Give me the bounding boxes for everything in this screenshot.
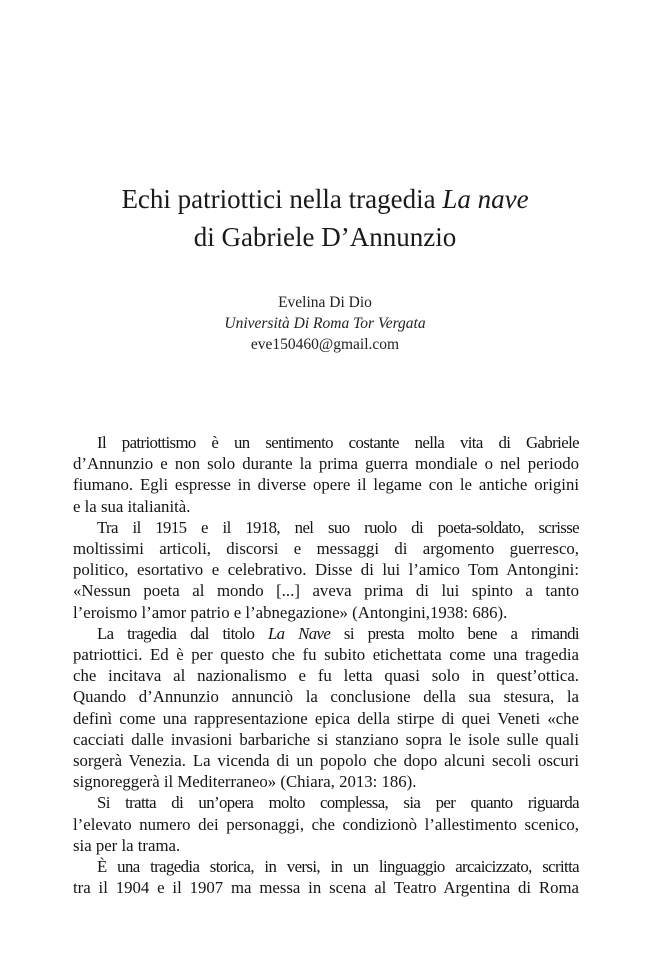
text-line: d’Annunzio e non solo durante la prima guerra mondiale o nel periodo bbox=[73, 454, 579, 474]
author-affiliation: Università Di Roma Tor Vergata bbox=[224, 315, 426, 332]
text-line: l’eroismo l’amor patrio e l’abnegazione» (Antongini,1938: 686). bbox=[73, 602, 508, 622]
text-line: sorgerà Venezia. La vicenda di un popolo che dopo alcuni secoli oscuri bbox=[73, 751, 579, 771]
title-line-1 bbox=[0, 180, 650, 218]
text-line: signoreggerà il Mediterraneo» (Chiara, 2013: 186). bbox=[73, 772, 417, 792]
text-line: politico, esortativo e celebrativo. Disse di lui l’amico Tom Antongini: bbox=[73, 560, 579, 580]
title-line-2: di Gabriele D’Annunzio bbox=[193, 222, 457, 252]
paragraph-2 bbox=[73, 517, 579, 623]
text-line: È una tragedia storica, in versi, in un linguaggio arcaicizzato, scritta bbox=[97, 857, 579, 877]
text-line: Il patriottismo è un sentimento costante nella vita di Gabriele bbox=[97, 433, 579, 452]
text-line: Si tratta di un’opera molto complessa, sia per quanto riguarda bbox=[97, 793, 579, 813]
title-italic-work: La nave bbox=[442, 184, 529, 214]
author-block bbox=[0, 292, 650, 355]
text-line: l’elevato numero dei personaggi, che condizionò l’allestimento scenico, bbox=[73, 814, 579, 834]
text-fragment: si presta molto bene a rimandi bbox=[330, 623, 579, 643]
text-line: sia per la trama. bbox=[73, 835, 181, 855]
author-email: eve150460@gmail.com bbox=[250, 336, 400, 353]
text-line: che incitava al nazionalismo e fu letta quasi solo in quest’ottica. bbox=[73, 666, 579, 686]
text-fragment: La tragedia dal titolo bbox=[97, 623, 268, 643]
text-line: fiumano. Egli espresse in diverse opere il legame con le antiche origini bbox=[73, 475, 579, 495]
paragraph-1 bbox=[73, 432, 579, 517]
text-line: definì come una rappresentazione epica della stirpe di quei Veneti «che bbox=[73, 708, 579, 728]
text-line: tra il 1904 e il 1907 ma messa in scena al Teatro Argentina di Roma bbox=[73, 878, 579, 898]
paragraph-3 bbox=[73, 623, 579, 793]
text-line: Quando d’Annunzio annunciò la conclusione della sua stesura, la bbox=[73, 687, 579, 707]
body-text bbox=[73, 432, 579, 898]
italic-work-title: La Nave bbox=[267, 623, 331, 643]
title-prefix: Echi patriottici nella tragedia bbox=[121, 184, 443, 214]
text-line: e la sua italianità. bbox=[73, 496, 191, 516]
author-name: Evelina Di Dio bbox=[278, 294, 372, 311]
text-line: «Nessun poeta al mondo [...] aveva prima di lui spinto a tanto bbox=[73, 581, 579, 601]
paragraph-5 bbox=[73, 856, 579, 898]
text-line: patriottici. Ed è per questo che fu subito etichettata come una tragedia bbox=[73, 645, 579, 665]
text-line: cacciati dalle invasioni barbariche si stanziano sopra le isole sulle quali bbox=[73, 729, 579, 749]
text-line bbox=[73, 623, 579, 644]
paper-title bbox=[0, 180, 650, 256]
text-line: Tra il 1915 e il 1918, nel suo ruolo di poeta-soldato, scrisse bbox=[97, 517, 579, 537]
paragraph-4 bbox=[73, 792, 579, 856]
text-line: moltissimi articoli, discorsi e messaggi di argomento guerresco, bbox=[73, 539, 579, 559]
